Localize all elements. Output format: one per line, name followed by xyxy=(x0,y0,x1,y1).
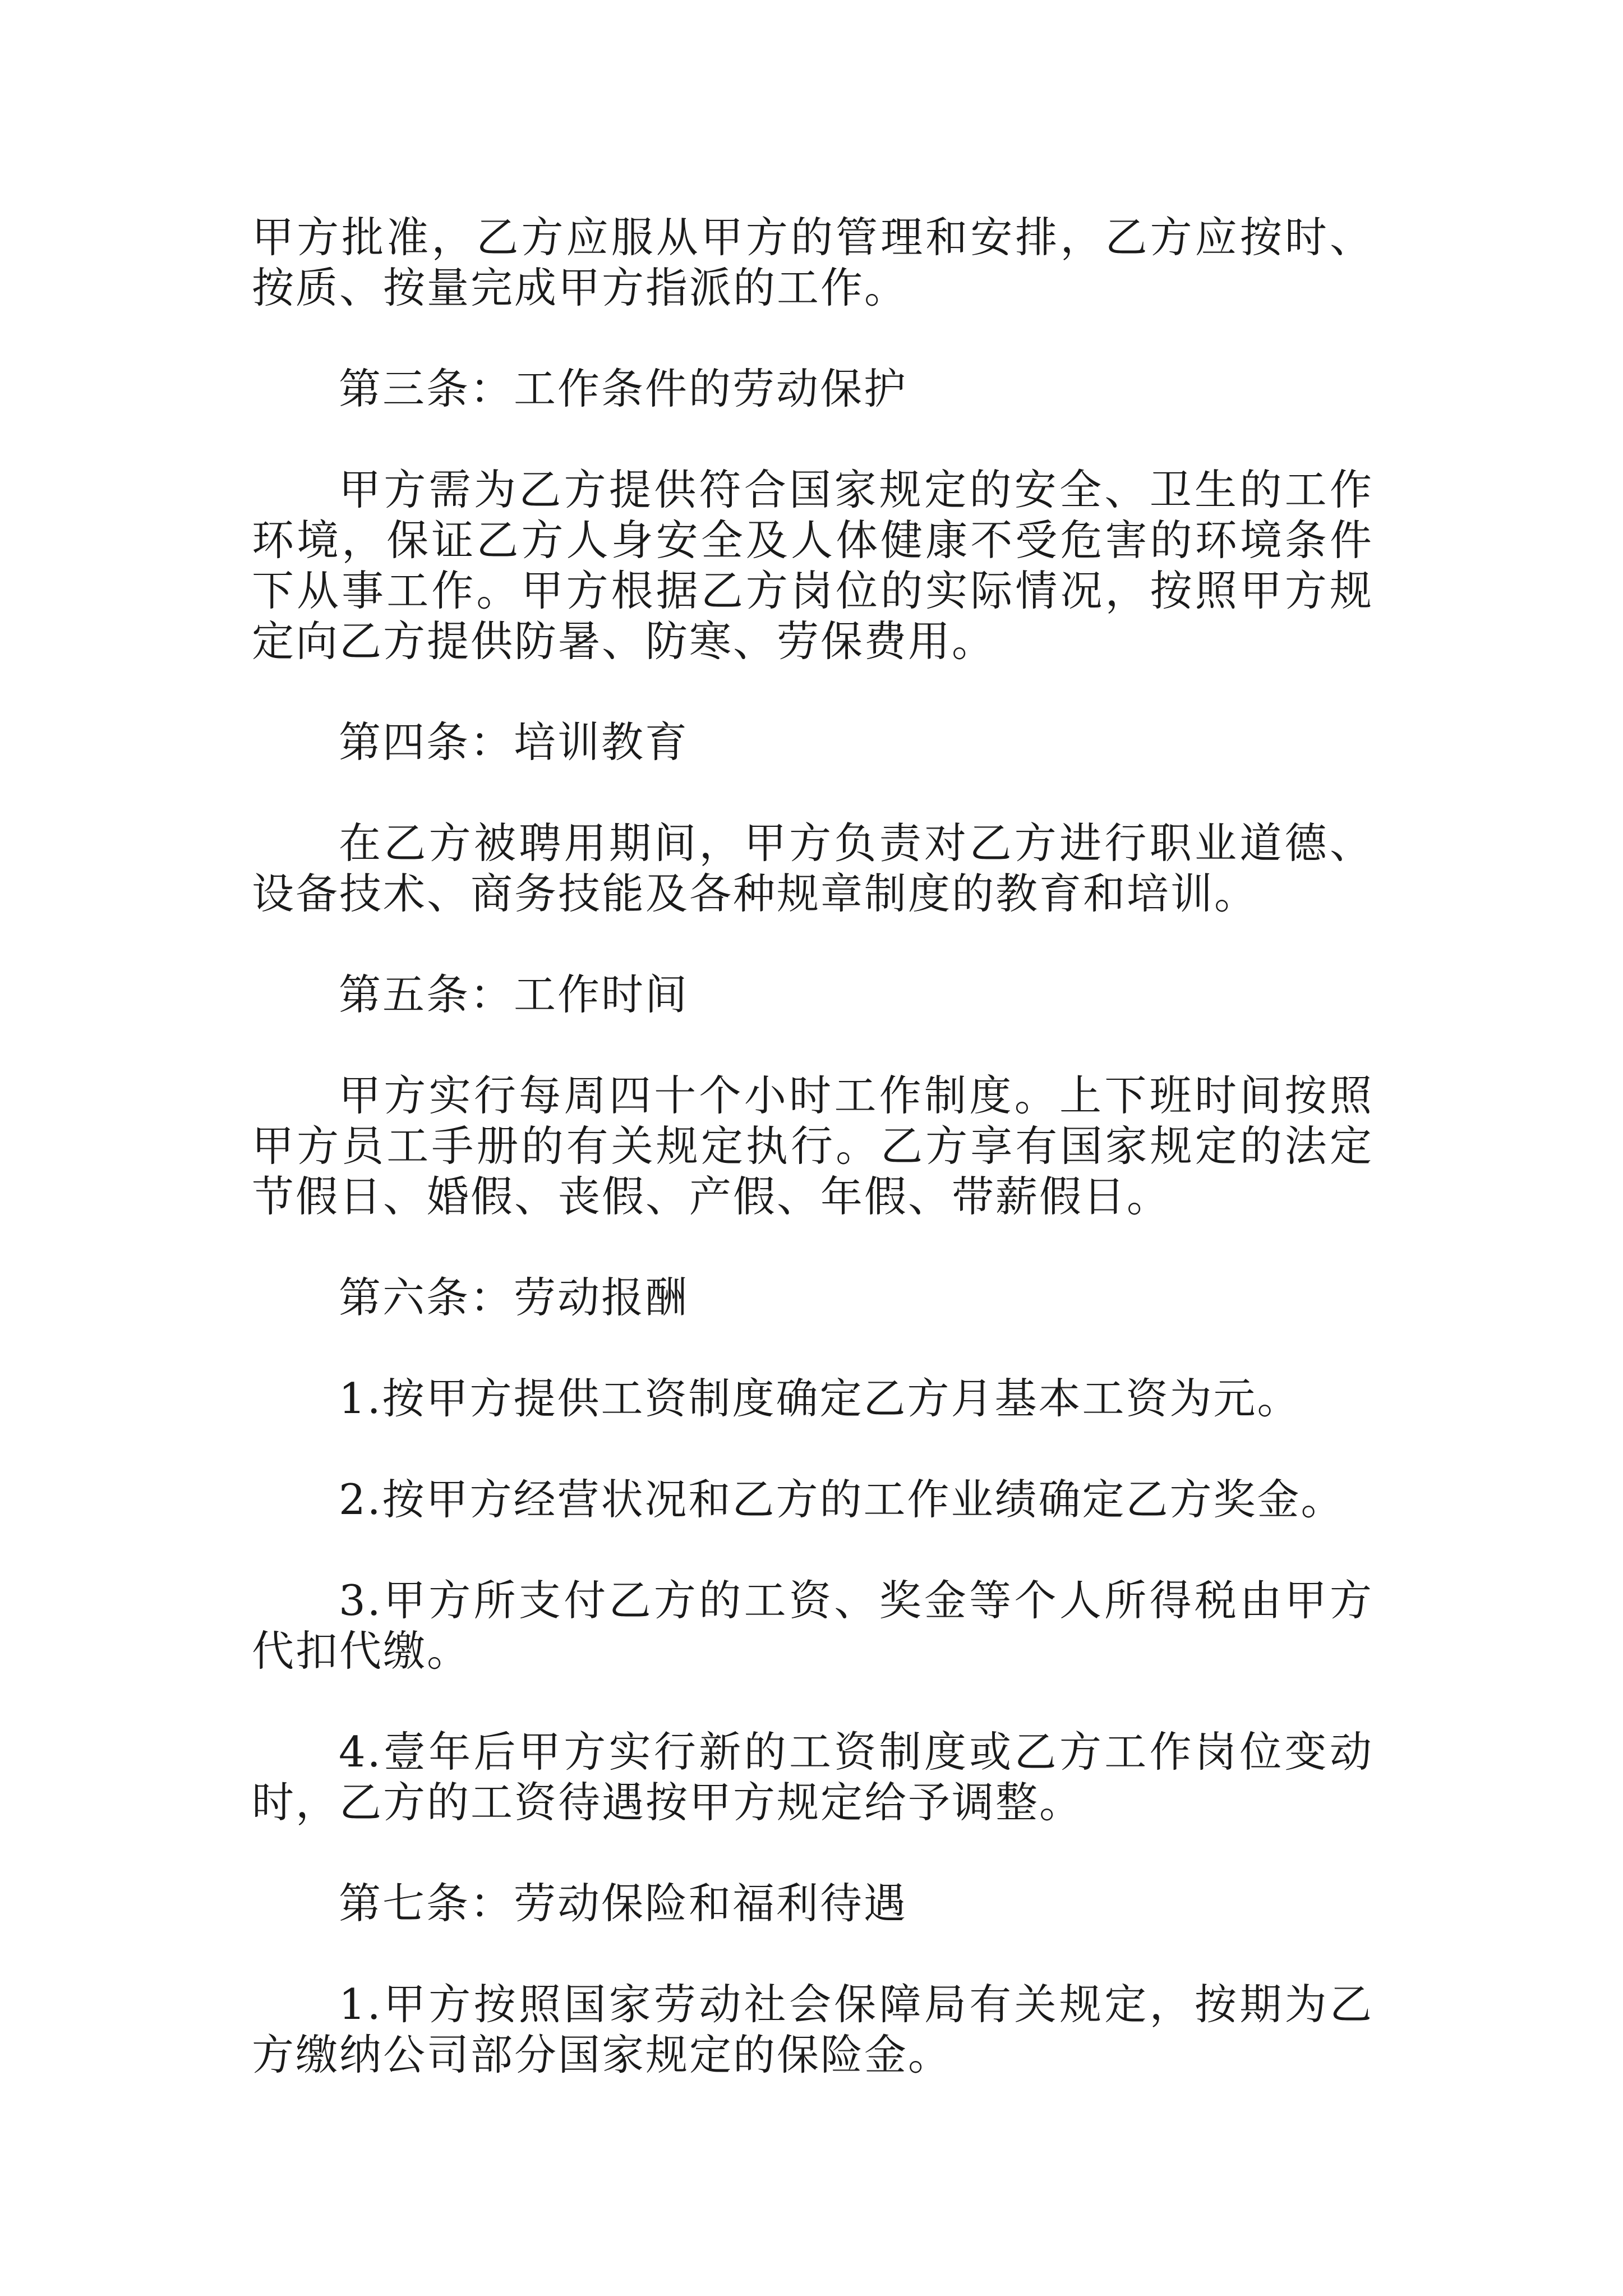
list-item-pay-3: 3.甲方所支付乙方的工资、奖金等个人所得税由甲方代扣代缴。 xyxy=(252,1576,1373,1676)
paragraph-working-conditions: 甲方需为乙方提供符合国家规定的安全、卫生的工作环境，保证乙方人身安全及人体健康不受危害的环境条件下从事工作。甲方根据乙方岗位的实际情况，按照甲方规定向乙方提供防暑、防寒、劳保费用。 xyxy=(252,465,1373,666)
paragraph-working-hours: 甲方实行每周四十个小时工作制度。上下班时间按照甲方员工手册的有关规定执行。乙方享有国家规定的法定节假日、婚假、丧假、产假、年假、带薪假日。 xyxy=(252,1071,1373,1221)
list-item-pay-4: 4.壹年后甲方实行新的工资制度或乙方工作岗位变动时，乙方的工资待遇按甲方规定给予调整。 xyxy=(252,1727,1373,1827)
heading-article-3: 第三条：工作条件的劳动保护 xyxy=(339,364,908,413)
list-item-insurance-1: 1.甲方按照国家劳动社会保障局有关规定，按期为乙方缴纳公司部分国家规定的保险金。 xyxy=(252,1980,1373,2079)
list-item-pay-2: 2.按甲方经营状况和乙方的工作业绩确定乙方奖金。 xyxy=(339,1475,1345,1524)
list-item-pay-1: 1.按甲方提供工资制度确定乙方月基本工资为元。 xyxy=(339,1374,1301,1423)
heading-article-6: 第六条：劳动报酬 xyxy=(339,1273,689,1322)
heading-article-5: 第五条：工作时间 xyxy=(339,970,689,1019)
paragraph-training: 在乙方被聘用期间，甲方负责对乙方进行职业道德、设备技术、商务技能及各种规章制度的教育和培训。 xyxy=(252,818,1373,918)
heading-article-7: 第七条：劳动保险和福利待遇 xyxy=(339,1879,908,1928)
paragraph-work-obligation: 甲方批准，乙方应服从甲方的管理和安排，乙方应按时、按质、按量完成甲方指派的工作。 xyxy=(252,213,1373,312)
document-body xyxy=(252,212,1373,2131)
heading-article-4: 第四条：培训教育 xyxy=(339,717,689,767)
